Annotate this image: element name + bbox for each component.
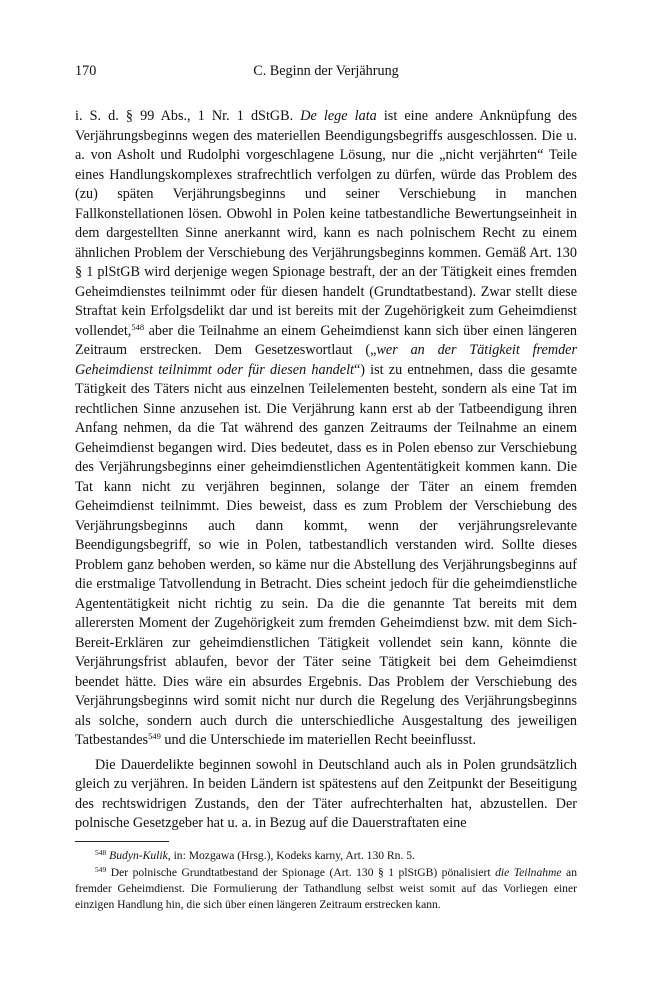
footnote-marker: 549 — [148, 731, 161, 741]
main-text — [75, 107, 577, 834]
footnote-separator — [75, 841, 169, 842]
footnote-marker: 548 — [95, 847, 107, 857]
page-number: 170 — [75, 63, 97, 79]
text-run: i. S. d. § 99 Abs., 1 Nr. 1 dStGB. — [75, 108, 301, 124]
text-run: Der polnische Grundtatbestand der Spionage (Art. 130 § 1 plStGB) pönalisiert — [106, 865, 496, 879]
text-run: aber die Teilnahme an einem Geheimdienst kann sich über einen längeren Zeitraum erstrecken. Dem Gesetzeswortlaut („ — [75, 322, 577, 358]
chapter-title: C. Beginn der Verjährung — [253, 63, 399, 79]
paragraph — [75, 756, 577, 834]
footnote — [75, 848, 577, 864]
book-page — [75, 63, 577, 913]
running-header — [75, 63, 577, 83]
footnotes — [75, 848, 577, 913]
footnote-marker: 549 — [95, 864, 107, 874]
text-run: ist eine andere Anknüpfung des Verjährungsbeginns wegen des materiellen Beendigungsbegriffs ausgeschlossen. Die u. a. von Asholt und Rudolphi vorgeschlagene Lösung, nur die „nicht verjährten“ Teile eines Handlungskomplexes strafrechtlich verfolgen zu dürfen, würde das Problem des (zu) späten Verjährungsbeginns und seiner Verschiebung in manchen Fallkonstellationen lösen. Obwohl in Polen keine tatbestandliche Bewertungseinheit in dem dargestellten Sinne anerkannt wird, kann es nach polnischem Recht zu einem ähnlichen Problem der Verschiebung des Verjährungsbeginns kommen. Gemäß Art. 130 § 1 plStGB wird derjenige wegen Spionage bestraft, der an der Tätigkeit eines fremden Geheimdienstes teilnimmt oder für diesen handelt (Grundtatbestand). Zwar stellt diese Straftat kein Erfolgsdelikt dar und ist bereits mit der Zugehörigkeit zum Geheimdienst vollendet, — [75, 108, 578, 339]
paragraph — [75, 107, 577, 751]
text-run: an fremder Geheimdienst. Die Formulierung der Tathandlung selbst weist somit auf das Vorliegen einer einzigen Handlung hin, die sich über einen längeren Zeitraum erstrecken kann. — [75, 865, 577, 911]
italic-text: wer an der Tätigkeit fremder Geheimdienst teilnimmt oder für diesen handelt — [75, 342, 577, 378]
footnote-marker: 548 — [131, 321, 145, 332]
italic-text: Budyn-Kulik — [109, 848, 168, 862]
text-run: , in: Mozgawa (Hrsg.), Kodeks karny, Art. 130 Rn. 5. — [167, 848, 415, 862]
text-run: Die Dauerdelikte beginnen sowohl in Deutschland auch als in Polen grundsätzlich gleich zu verjähren. In beiden Ländern ist spätestens auf den Zeitpunkt der Beseitigung des rechtswidrigen Zustands, den der Täter aufrechterhalten hat, abzustellen. Der polnische Gesetzgeber hat u. a. in Bezug auf die Dauerstraftaten eine — [75, 756, 577, 831]
footnote — [75, 865, 577, 913]
italic-text: die Teilnahme — [495, 865, 562, 879]
text-run: und die Unterschiede im materiellen Recht beeinflusst. — [160, 732, 477, 748]
text-run: “) ist zu entnehmen, dass die gesamte Tätigkeit des Täters nicht aus einzelnen Teilelementen besteht, sondern als eine Tat im rechtlichen Sinne anzusehen ist. Die Verjährung kann erst ab der Tatbeendigung ihren Anfang nehmen, da die Tat während des ganzen Zeitraums der Teilnahme an einem Geheimdienst begangen wird. Dies bedeutet, dass es in Polen ebenso zur Verschiebung des Verjährungsbeginns einer geheimdienstlichen Agententätigkeit kommen kann. Die Tat kann nicht zu verjähren beginnen, solange der Täter an einem fremden Geheimdienst teilnimmt. Dies beweist, dass es zum Problem der Verschiebung des Verjährungsbeginns auch dann kommt, wenn der verjährungsrelevante Beendigungsbegriff, so wie in Polen, tatbestandlich verstanden wird. Sollte dieses Problem ganz behoben werden, so käme nur die Abstellung des Verjährungsbeginns auf die erstmalige Tatvollendung in Betracht. Dies scheint jedoch für die geheimdienstliche Agententätigkeit nicht richtig zu sein. Da die die genannte Tat bereits mit dem allerersten Moment der Zugehörigkeit zum fremden Geheimdienst bzw. mit dem Sich-Bereit-Erklären zur geheimdienstlichen Tätigkeit vollendet sein kann, könnte die Verjährungsfrist ablaufen, bevor der Täter seine Tätigkeit bei dem Geheimdienst beendet hätte. Dies wäre ein absurdes Ergebnis. Das Problem der Verschiebung des Verjährungsbeginns wird somit nicht nur durch die Regelung des Verjährungsbeginns als solche, sondern auch durch die unterschiedliche Ausgestaltung des jeweiligen Tatbestandes — [75, 361, 577, 748]
italic-text: De lege lata — [300, 108, 377, 124]
